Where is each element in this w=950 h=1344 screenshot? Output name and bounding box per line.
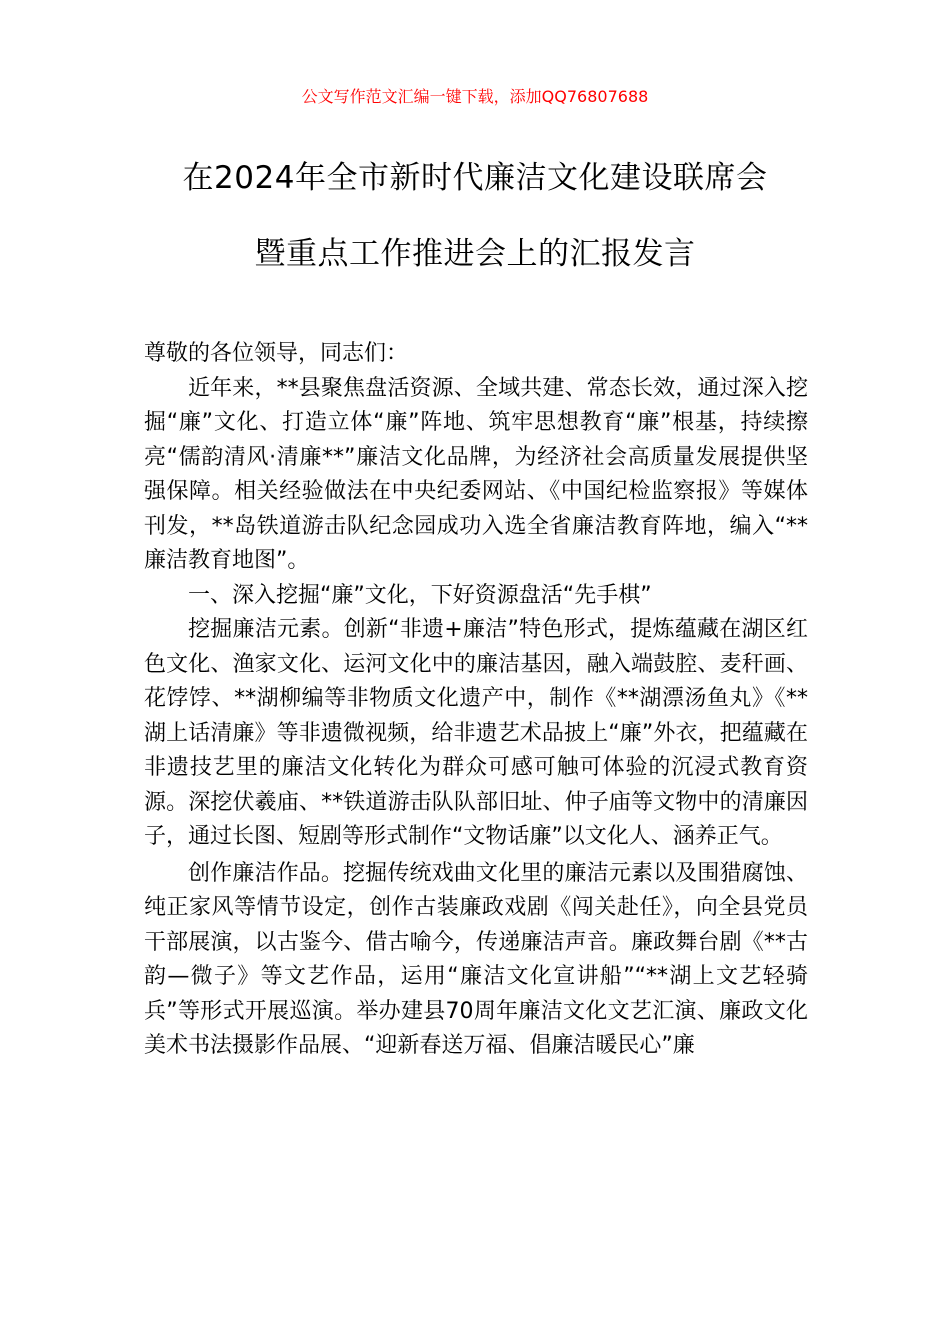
salutation: 尊敬的各位领导，同志们： [144,341,409,366]
section-heading: 一、深入挖掘“廉”文化，下好资源盘活“先手棋” [188,582,652,608]
body-paragraph: 创作廉洁作品。挖掘传统戏曲文化里的廉洁元素以及围猎腐蚀、纯正家风等情节设定，创作古装廉政戏剧《闯关赴任》，向全县党员干部展演，以古鉴今、借古喻今，传递廉洁声音。廉政舞台剧《**古韵—微子》等文艺作品，运用“廉洁文化宣讲船”“**湖上文艺轻骑兵”等形式开展巡演。举办建县70周年廉洁文化文艺汇演、廉政文化美术书法摄影作品展、“迎新春送万福、倡廉洁暖民心”廉 [144,860,808,1058]
document-body [144,337,808,1064]
body-paragraph: 挖掘廉洁元素。创新“非遗+廉洁”特色形式，提炼蕴藏在湖区红色文化、渔家文化、运河文化中的廉洁基因，融入端鼓腔、麦秆画、花饽饽、**湖柳编等非物质文化遗产中，制作《**湖漂汤鱼丸》《**湖上话清廉》等非遗微视频，给非遗艺术品披上“廉”外衣，把蕴藏在非遗技艺里的廉洁文化转化为群众可感可触可体验的沉浸式教育资源。深挖伏羲庙、**铁道游击队队部旧址、仲子庙等文物中的清廉因子，通过长图、短剧等形式制作“文物话廉”以文化人、涵养正气。 [144,617,808,849]
document-title-line-1: 在2024年全市新时代廉洁文化建设联席会 [182,160,768,196]
document-title-line-2: 暨重点工作推进会上的汇报发言 [254,236,696,272]
intro-paragraph: 近年来，**县聚焦盘活资源、全域共建、常态长效，通过深入挖掘“廉”文化、打造立体“廉”阵地、筑牢思想教育“廉”根基，持续擦亮“儒韵清风·清廉**”廉洁文化品牌，为经济社会高质量发展提供坚强保障。相关经验做法在中央纪委网站、《中国纪检监察报》等媒体刊发，**岛铁道游击队纪念园成功入选全省廉洁教育阵地，编入“**廉洁教育地图”。 [144,375,808,573]
download-notice: 公文写作范文汇编一键下载，添加QQ76807688 [301,87,649,106]
